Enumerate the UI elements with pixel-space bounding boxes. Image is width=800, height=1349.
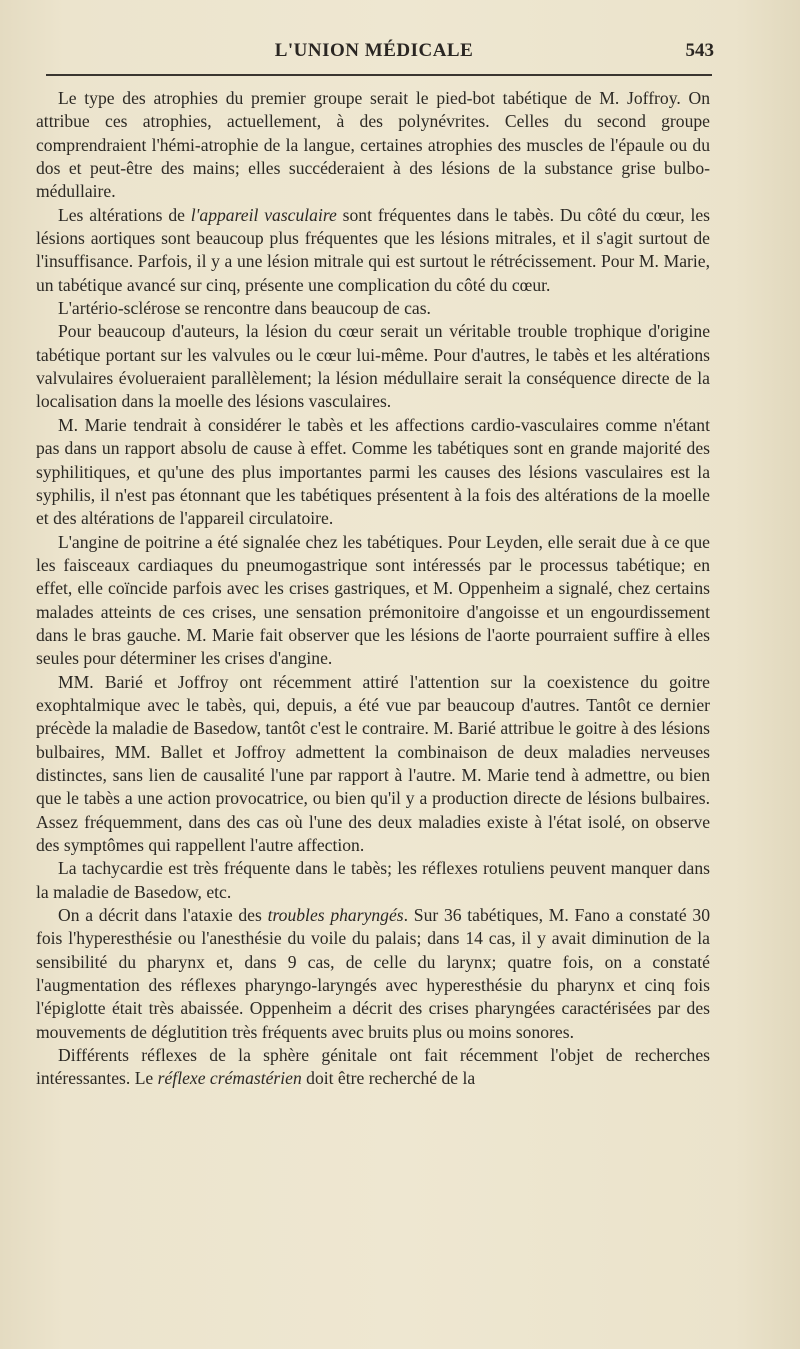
- paragraph-9-before: On a décrit dans l'ataxie des: [58, 905, 268, 926]
- paragraph-9: [36, 904, 710, 1044]
- paragraph-6: [36, 531, 710, 671]
- paragraph-2-before: Les altérations de: [58, 204, 191, 225]
- paragraph-6-text: L'angine de poitrine a été signalée chez les tabétiques. Pour Leyden, elle serait due à ce que les faisceaux cardiaques du pneumogastrique sont intéressés par le processus tabétique; en effet, elle coïncide parfois avec les crises gastriques, et M. Oppenheim a signalé, chez certains malades atteints de ces crises, une sensation prémonitoire d'angoisse et un engourdissement dans le bras gauche. M. Marie fait observer que les lésions de l'aorte pourraient suffire à elles seules pour déterminer les crises d'angine.: [36, 531, 710, 669]
- paragraph-4-text: Pour beaucoup d'auteurs, la lésion du cœur serait un véritable trouble trophique d'origine tabétique portant sur les valvules ou le cœur lui-même. Pour d'autres, le tabès et les altérations valvulaires évolueraient parallèlement; la lésion médullaire serait la conséquence directe de la localisation dans la moelle des lésions vasculaires.: [36, 321, 710, 412]
- paragraph-2-italic: l'appareil vasculaire: [190, 204, 337, 225]
- body-text: [36, 87, 710, 1091]
- paragraph-9-after: . Sur 36 tabétiques, M. Fano a constaté 30 fois l'hyperesthésie ou l'anesthésie du voile du palais; dans 14 cas, il y avait diminution de la sensibilité du pharynx et, dans 9 cas, de celle du larynx; quatre fois, on a constaté l'augmentation des réflexes pharyngo-laryngés avec hyperesthésie du pharynx et cinq fois l'épiglotte était très abaissée. Oppenheim a décrit des crises pharyngées caractérisées par des mouvements de déglutition très fréquents avec bruits plus ou moins sonores.: [36, 905, 711, 1042]
- paragraph-1-text: Le type des atrophies du premier groupe serait le pied-bot tabétique de M. Joffroy. On attribue ces atrophies, actuellement, à des polynévrites. Celles du second groupe comprendraient l'hémi-atrophie de la langue, certaines atrophies des muscles de l'épaule ou du dos et peut-être des mains; elles succéderaient à des lésions de la substance grise bulbo-médullaire.: [36, 88, 710, 202]
- paragraph-10-before: Différents réflexes de la sphère génitale ont fait récemment l'objet de recherches intéressantes. Le: [36, 1045, 710, 1089]
- paragraph-10-italic: réflexe crémastérien: [157, 1068, 302, 1089]
- page-number: 543: [685, 40, 714, 61]
- paragraph-5: [36, 414, 710, 531]
- paragraph-5-text: M. Marie tendrait à considérer le tabès et les affections cardio-vasculaires comme n'étant pas dans un rapport absolu de cause à effet. Comme les tabétiques sont en grande majorité des syphilitiques, et qu'une des plus importantes parmi les causes des lésions vasculaires est la syphilis, il n'est pas étonnant que les tabétiques présentent à la fois des altérations de la moelle et des altérations de l'appareil circulatoire.: [36, 414, 710, 529]
- header-rule: [46, 74, 712, 76]
- paragraph-3: [36, 297, 710, 320]
- paragraph-7: [36, 671, 710, 858]
- paragraph-9-italic: troubles pharyngés: [267, 905, 404, 926]
- paragraph-10-after: doit être recherché de la: [301, 1068, 476, 1089]
- running-title: L'UNION MÉDICALE: [274, 40, 474, 61]
- paragraph-10: [36, 1044, 710, 1091]
- paragraph-7-text: MM. Barié et Joffroy ont récemment attiré l'attention sur la coexistence du goitre exophtalmique avec le tabès, qui, depuis, a été vue par beaucoup d'autres. Tantôt ce dernier précède la maladie de Basedow, tantôt c'est le contraire. M. Barié attribue le goitre à des lésions bulbaires, MM. Ballet et Joffroy admettent la combinaison de deux maladies nerveuses distinctes, sans lien de causalité l'une par rapport à l'autre. M. Marie tend à admettre, ou bien que le tabès a une action provocatrice, ou bien qu'il y a production directe de lésions bulbaires. Assez fréquemment, dans des cas où l'une des deux maladies existe à l'état isolé, on observe des symptômes qui rappellent l'autre affection.: [36, 671, 710, 855]
- paragraph-1: [36, 87, 710, 204]
- paragraph-4: [36, 320, 710, 413]
- paragraph-2: [36, 204, 710, 297]
- paragraph-2-after: sont fréquentes dans le tabès. Du côté du cœur, les lésions aortiques sont beaucoup plus fréquentes que les lésions mitrales, et il s'agit surtout de l'insuffisance. Parfois, il y a une lésion mitrale qui est surtout le rétrécissement. Pour M. Marie, un tabétique avancé sur cinq, présente une complication du côté du cœur.: [36, 204, 710, 295]
- paragraph-3-text: L'artério-sclérose se rencontre dans beaucoup de cas.: [58, 298, 431, 319]
- page-header: [36, 36, 712, 68]
- paragraph-8-text: La tachycardie est très fréquente dans le tabès; les réflexes rotuliens peuvent manquer dans la maladie de Basedow, etc.: [36, 858, 710, 902]
- paragraph-8: [36, 857, 710, 904]
